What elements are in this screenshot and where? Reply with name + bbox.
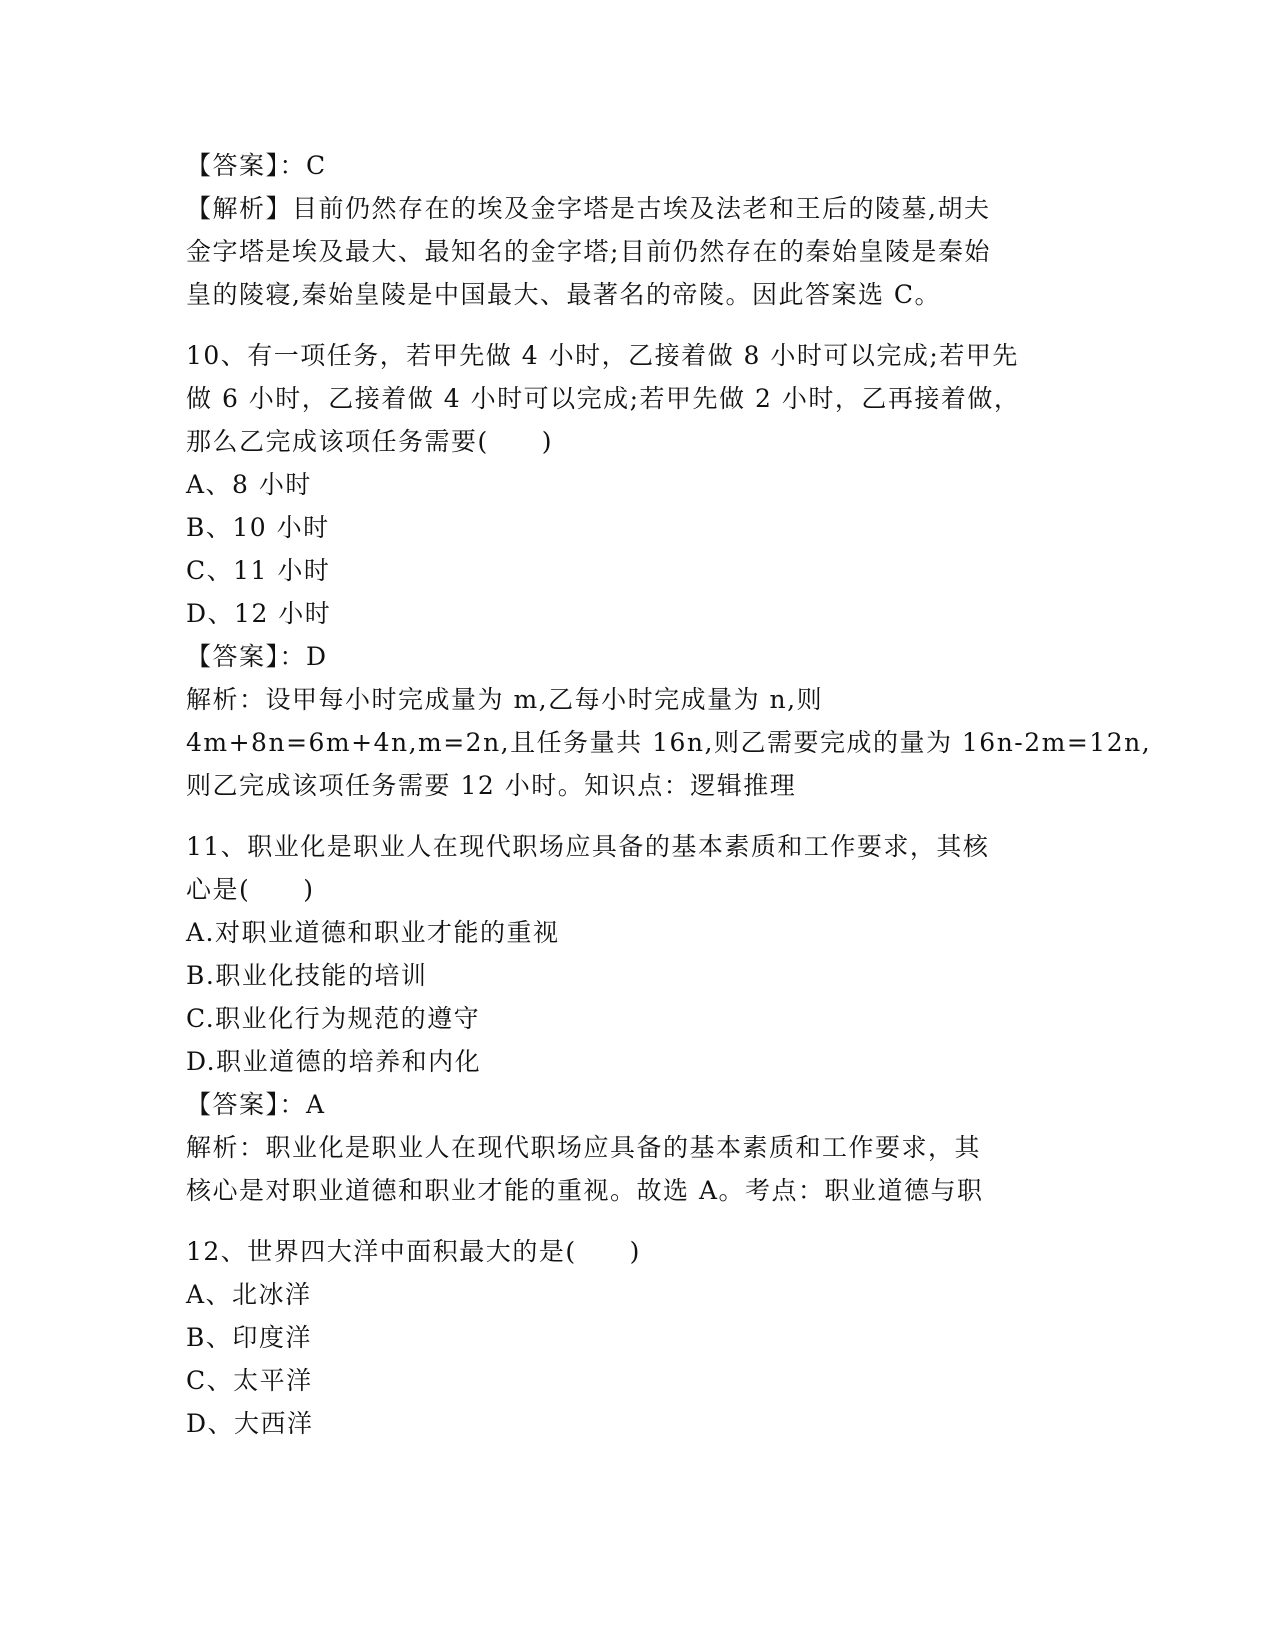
analysis-line: 解析：职业化是职业人在现代职场应具备的基本素质和工作要求，其 <box>186 1133 982 1162</box>
analysis-line: 4m+8n=6m+4n,m=2n,且任务量共 16n,则乙需要完成的量为 16n-2m=12n, <box>186 728 1152 757</box>
question-text: 10、有一项任务，若甲先做 4 小时，乙接着做 8 小时可以完成;若甲先 <box>186 341 1019 370</box>
option-c: C、太平洋 <box>186 1366 313 1395</box>
question-text: 做 6 小时，乙接着做 4 小时可以完成;若甲先做 2 小时，乙再接着做， <box>186 384 1021 413</box>
question-text: 12、世界四大洋中面积最大的是( ) <box>186 1237 641 1266</box>
question-text: 11、职业化是职业人在现代职场应具备的基本素质和工作要求，其核 <box>186 832 990 861</box>
analysis-line: 金字塔是埃及最大、最知名的金字塔;目前仍然存在的秦始皇陵是秦始 <box>186 237 991 266</box>
option-a: A、8 小时 <box>186 470 312 499</box>
option-d: D.职业道德的培养和内化 <box>186 1047 482 1076</box>
option-d: D、12 小时 <box>186 599 332 628</box>
question-11 <box>186 825 1086 1212</box>
analysis-line: 【解析】目前仍然存在的埃及金字塔是古埃及法老和王后的陵墓,胡夫 <box>186 194 991 223</box>
answer-line: 【答案】：C <box>186 151 327 180</box>
question-10 <box>186 334 1152 807</box>
question-12 <box>186 1230 1086 1445</box>
analysis-line: 皇的陵寝,秦始皇陵是中国最大、最著名的帝陵。因此答案选 C。 <box>186 280 942 309</box>
option-b: B、印度洋 <box>186 1323 312 1352</box>
option-c: C.职业化行为规范的遵守 <box>186 1004 481 1033</box>
option-b: B.职业化技能的培训 <box>186 961 428 990</box>
analysis-line: 核心是对职业道德和职业才能的重视。故选 A。考点：职业道德与职 <box>186 1176 984 1205</box>
option-b: B、10 小时 <box>186 513 330 542</box>
option-c: C、11 小时 <box>186 556 331 585</box>
option-a: A.对职业道德和职业才能的重视 <box>186 918 560 947</box>
analysis-line: 则乙完成该项任务需要 12 小时。知识点：逻辑推理 <box>186 771 797 800</box>
question-text: 心是( ) <box>186 875 315 904</box>
option-d: D、大西洋 <box>186 1409 314 1438</box>
paragraph-gap <box>186 316 1086 334</box>
option-a: A、北冰洋 <box>186 1280 312 1309</box>
answer-line: 【答案】：A <box>186 1090 326 1119</box>
question-text: 那么乙完成该项任务需要( ) <box>186 427 554 456</box>
document-page <box>186 144 1152 1445</box>
question-9-answer-block <box>186 144 1086 316</box>
paragraph-gap <box>186 1212 1086 1230</box>
analysis-line: 解析：设甲每小时完成量为 m,乙每小时完成量为 n,则 <box>186 685 824 714</box>
paragraph-gap <box>186 807 1086 825</box>
answer-line: 【答案】：D <box>186 642 328 671</box>
